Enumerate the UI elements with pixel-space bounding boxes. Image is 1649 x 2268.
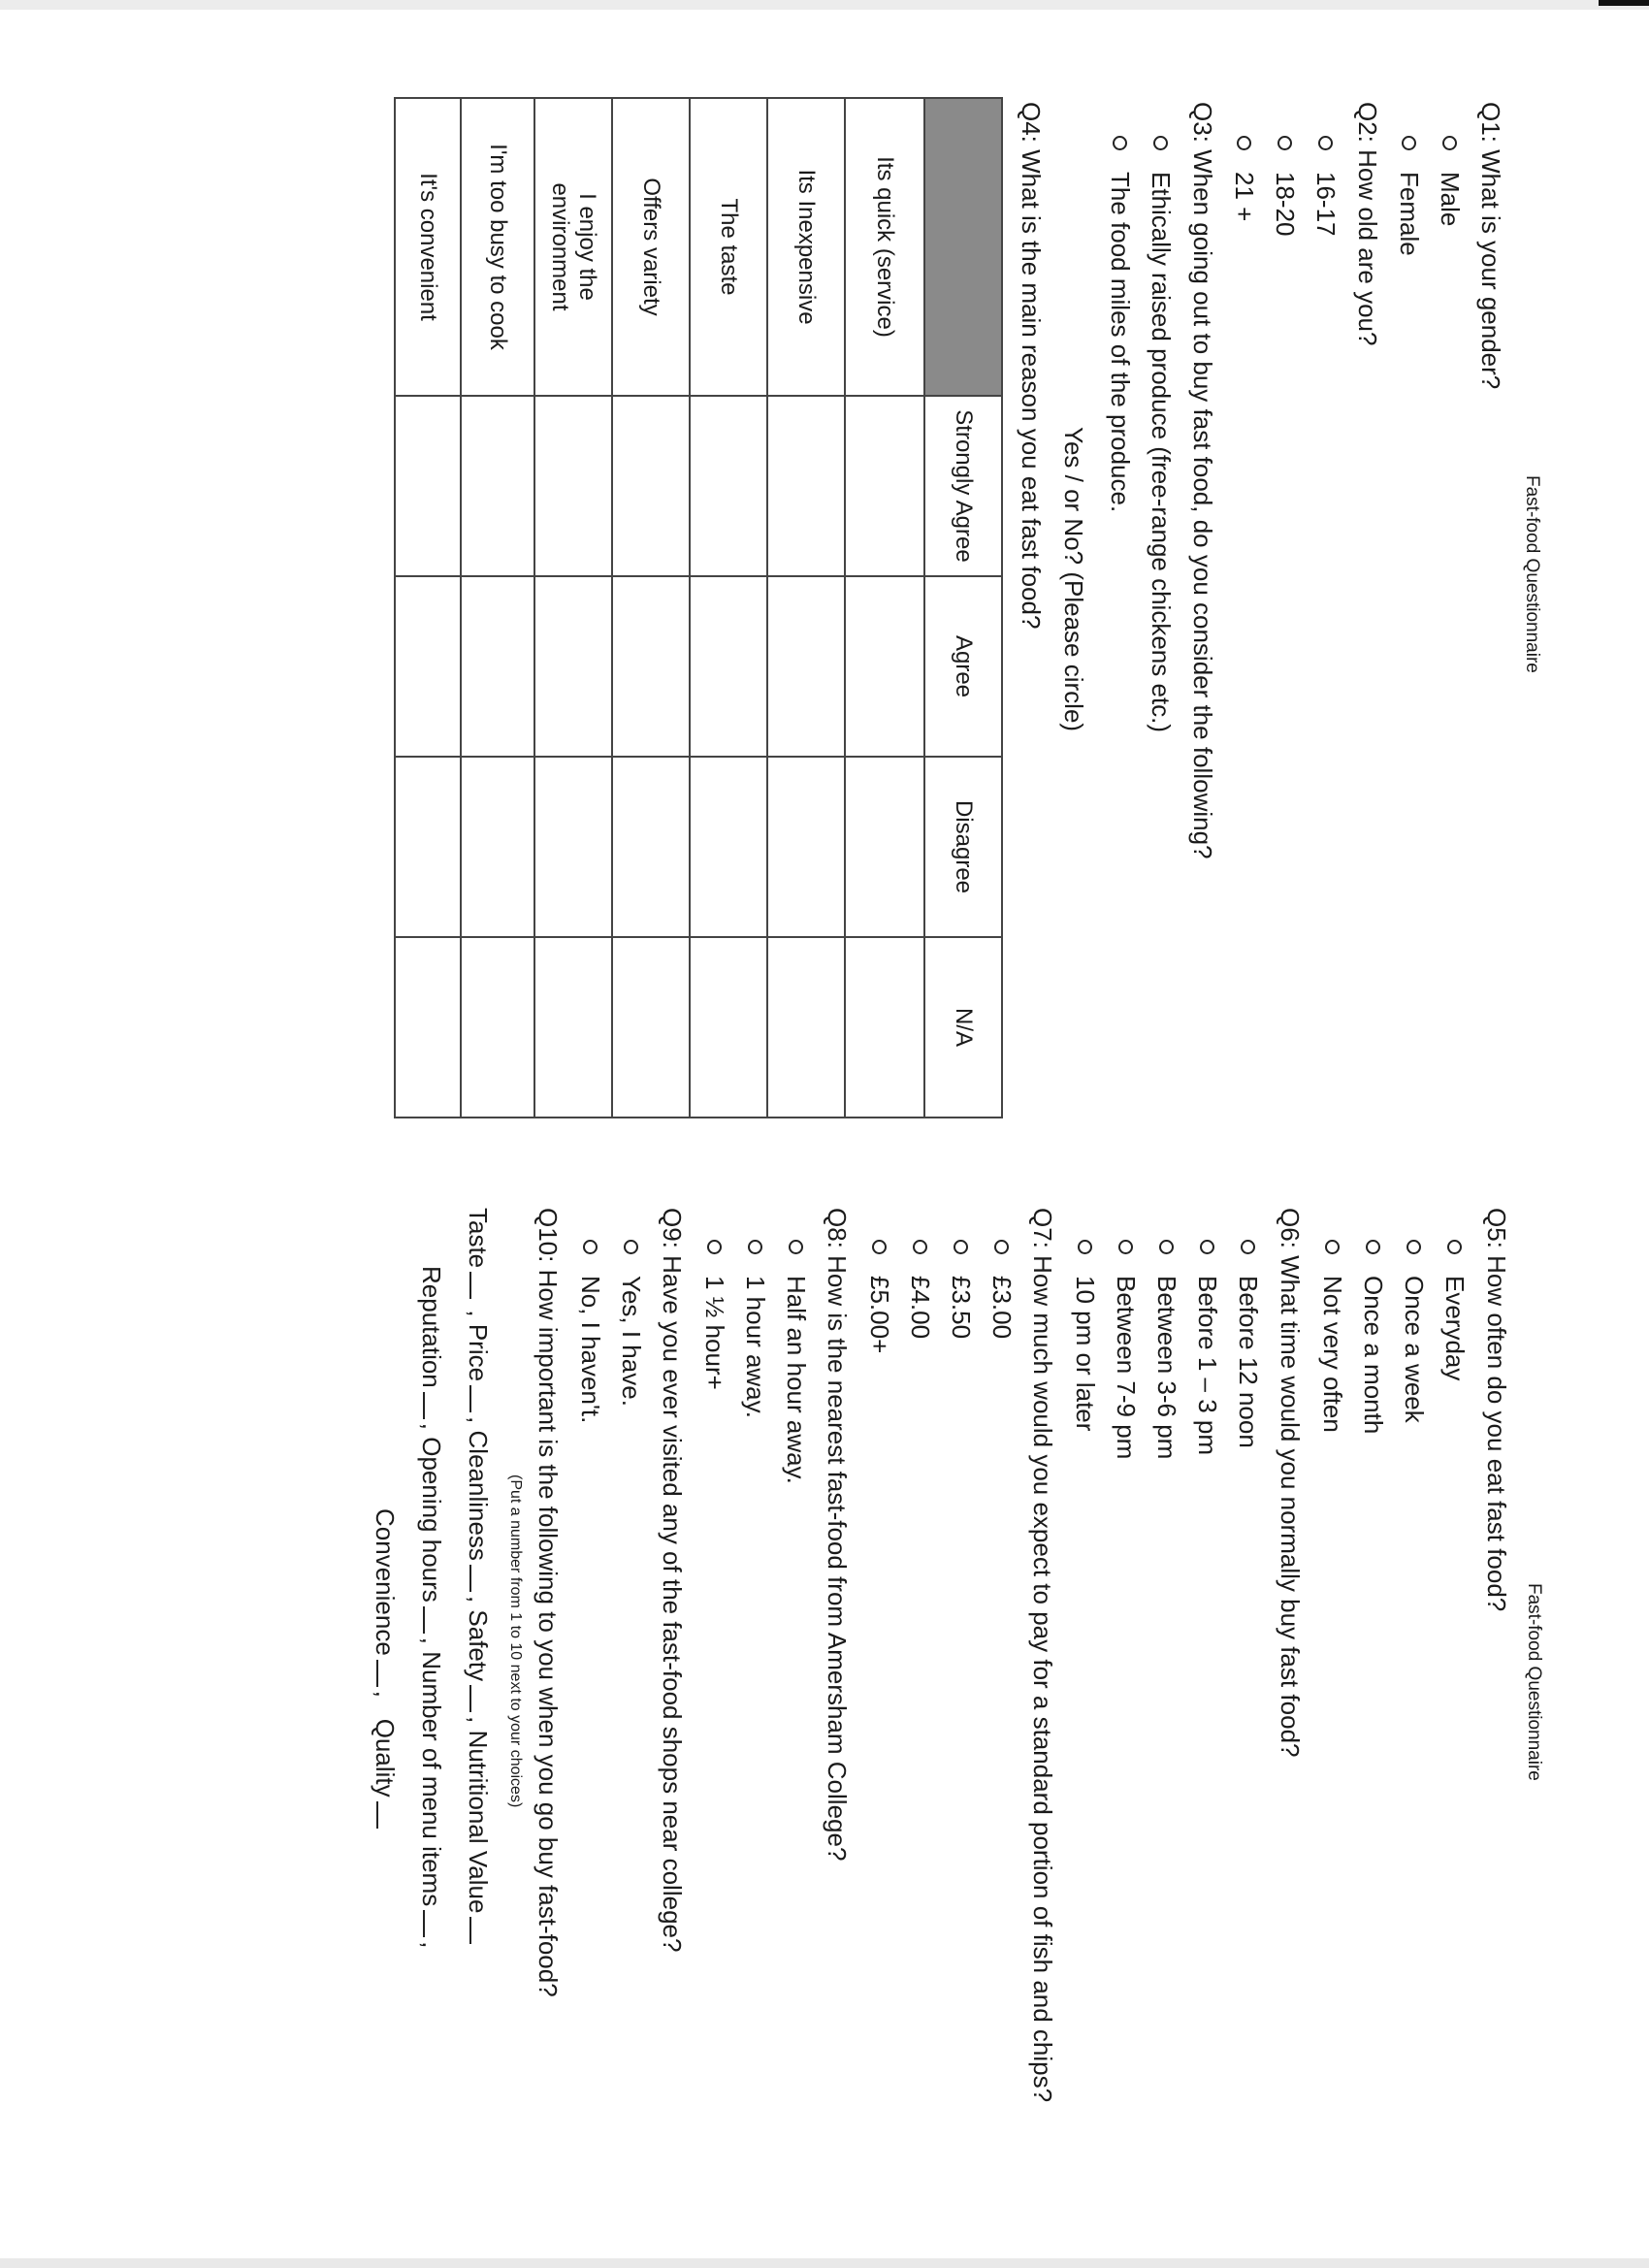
answer-cell[interactable] [767, 396, 845, 576]
radio-icon [1366, 1240, 1380, 1254]
row-label: Its Inexpensive [767, 98, 845, 396]
answer-cell[interactable] [461, 396, 534, 576]
radio-icon [1447, 1240, 1462, 1254]
right-page-header: Fast-food Questionnaire [1524, 1583, 1544, 1781]
q6-option-4[interactable]: 10 pm or later [1070, 1240, 1100, 1431]
radio-icon [1159, 1240, 1174, 1254]
q10-item-reputation: Reputation [417, 1266, 446, 1388]
q2-option-16-17[interactable]: 16-17 [1310, 136, 1341, 237]
table-row [845, 98, 924, 1118]
row-label: I'm too busy to cook [461, 98, 534, 396]
answer-cell[interactable] [845, 937, 924, 1118]
q2-option-21-plus[interactable]: 21 + [1229, 136, 1259, 221]
column-header: Strongly Agree [924, 396, 1002, 576]
radio-icon [1442, 136, 1457, 150]
radio-icon [872, 1240, 887, 1254]
radio-icon [1200, 1240, 1214, 1254]
radio-icon [748, 1240, 762, 1254]
q10-instruction: (Put a number from 1 to 10 next to your choices) [507, 1474, 524, 1808]
radio-icon [1153, 136, 1168, 150]
radio-icon [1241, 1240, 1255, 1254]
radio-icon [707, 1240, 722, 1254]
radio-icon [1113, 136, 1127, 150]
radio-icon [1325, 1240, 1340, 1254]
q9-option-yes[interactable]: Yes, I have. [616, 1240, 646, 1407]
answer-cell[interactable] [690, 937, 767, 1118]
q7-question: Q7: How much would you expect to pay for a standard portion of fish and chips? [1028, 1208, 1057, 2103]
q5-question: Q5: How often do you eat fast food? [1482, 1208, 1511, 1612]
answer-blank[interactable] [376, 1801, 378, 1829]
answer-cell[interactable] [690, 396, 767, 576]
q10-line-3: Convenience, Quality [370, 1508, 400, 1832]
answer-cell[interactable] [690, 757, 767, 937]
answer-cell[interactable] [534, 937, 612, 1118]
answer-blank[interactable] [423, 1606, 425, 1634]
answer-cell[interactable] [767, 757, 845, 937]
q7-option-2[interactable]: £4.00 [905, 1240, 935, 1339]
answer-cell[interactable] [767, 937, 845, 1118]
answer-blank[interactable] [423, 1910, 425, 1937]
radio-icon [789, 1240, 803, 1254]
q8-option-2[interactable]: 1 ½ hour+ [699, 1240, 729, 1390]
answer-cell[interactable] [395, 757, 461, 937]
answer-blank[interactable] [376, 1660, 378, 1687]
radio-icon [954, 1240, 968, 1254]
radio-icon [1078, 1240, 1092, 1254]
radio-icon [1318, 136, 1333, 150]
q10-line-1: Taste , Price, Cleanliness, Safety, Nutritional Value [463, 1208, 493, 1948]
radio-icon [994, 1240, 1009, 1254]
q10-line-2: Reputation, Opening hours, Number of menu items, [417, 1266, 446, 1949]
table-row [395, 98, 461, 1118]
row-label: It's convenient [395, 98, 461, 396]
q8-option-0[interactable]: Half an hour away. [781, 1240, 811, 1484]
q10-item-price: Price [464, 1323, 493, 1382]
q7-option-1[interactable]: £3.50 [946, 1240, 976, 1339]
q3-question: Q3: When going out to buy fast food, do you consider the following? [1188, 102, 1217, 859]
row-label: I enjoy the environment [534, 98, 612, 396]
q5-option-once-week[interactable]: Once a week [1399, 1240, 1429, 1423]
q10-item-cleanliness: Cleanliness [464, 1430, 493, 1561]
q9-option-no[interactable]: No, I haven't. [575, 1240, 605, 1423]
scan-edge-bottom [0, 2258, 1649, 2268]
answer-cell[interactable] [845, 757, 924, 937]
answer-cell[interactable] [461, 757, 534, 937]
q1-option-male[interactable]: Male [1435, 136, 1465, 226]
answer-blank[interactable] [469, 1385, 471, 1412]
column-header: N/A [924, 937, 1002, 1118]
answer-cell[interactable] [690, 576, 767, 757]
q4-reasons-table [394, 97, 1003, 1118]
answer-cell[interactable] [395, 576, 461, 757]
q10-item-safety: Safety [464, 1609, 493, 1682]
q9-question: Q9: Have you ever visited any of the fast-food shops near college? [658, 1208, 687, 1953]
q1-question: Q1: What is your gender? [1476, 102, 1505, 390]
radio-icon [913, 1240, 927, 1254]
q6-option-0[interactable]: Before 12 noon [1233, 1240, 1263, 1448]
column-header: Disagree [924, 757, 1002, 937]
answer-blank[interactable] [469, 1685, 471, 1712]
radio-icon [624, 1240, 638, 1254]
q10-item-opening-hours: Opening hours [417, 1437, 446, 1603]
answer-cell[interactable] [395, 396, 461, 576]
q10-item-menu-items: Number of menu items [417, 1651, 446, 1907]
q10-item-convenience: Convenience [371, 1508, 400, 1656]
answer-cell[interactable] [612, 576, 690, 757]
q10-item-quality: Quality [371, 1718, 400, 1798]
q2-question: Q2: How old are you? [1353, 102, 1382, 346]
answer-cell[interactable] [534, 757, 612, 937]
q3-option-ethical[interactable]: Ethically raised produce (free-range chickens etc.) [1146, 136, 1176, 732]
q2-option-18-20[interactable]: 18-20 [1270, 136, 1300, 237]
table-row [767, 98, 845, 1118]
q6-option-3[interactable]: Between 7-9 pm [1111, 1240, 1141, 1459]
answer-cell[interactable] [845, 396, 924, 576]
q8-question: Q8: How is the nearest fast-food from Amersham College? [823, 1208, 852, 1862]
answer-cell[interactable] [612, 757, 690, 937]
answer-cell[interactable] [534, 576, 612, 757]
q6-option-2[interactable]: Between 3-6 pm [1151, 1240, 1181, 1459]
answer-blank[interactable] [469, 1272, 471, 1299]
q4-question: Q4: What is the main reason you eat fast food? [1017, 102, 1046, 630]
row-label: Its quick (service) [845, 98, 924, 396]
answer-cell[interactable] [612, 937, 690, 1118]
q7-option-0[interactable]: £3.00 [986, 1240, 1017, 1339]
left-page-header: Fast-food Questionnaire [1522, 475, 1542, 673]
answer-cell[interactable] [767, 576, 845, 757]
row-label: Offers variety [612, 98, 690, 396]
table-corner-cell [924, 98, 1002, 396]
q3-option-food-miles[interactable]: The food miles of the produce. [1105, 136, 1135, 512]
radio-icon [583, 1240, 598, 1254]
answer-cell[interactable] [534, 396, 612, 576]
q7-option-3[interactable]: £5.00+ [864, 1240, 894, 1353]
radio-icon [1237, 136, 1251, 150]
q8-option-1[interactable]: 1 hour away. [740, 1240, 770, 1418]
answer-blank[interactable] [469, 1917, 471, 1944]
answer-cell[interactable] [461, 937, 534, 1118]
q5-option-everyday[interactable]: Everyday [1439, 1240, 1470, 1380]
table-row [461, 98, 534, 1118]
q10-item-nutritional-value: Nutritional Value [464, 1730, 493, 1914]
answer-blank[interactable] [423, 1392, 425, 1419]
table-header-row [924, 98, 1002, 1118]
answer-cell[interactable] [461, 576, 534, 757]
radio-icon [1277, 136, 1292, 150]
q5-option-once-month[interactable]: Once a month [1358, 1240, 1388, 1434]
q3-yes-no-prompt[interactable]: Yes / or No? (Please circle) [1059, 427, 1088, 732]
answer-cell[interactable] [612, 396, 690, 576]
q10-item-taste: Taste [464, 1208, 493, 1269]
radio-icon [1402, 136, 1416, 150]
radio-icon [1118, 1240, 1133, 1254]
q10-question: Q10: How important is the following to you when you go buy fast-food? [534, 1208, 563, 1997]
q6-option-1[interactable]: Before 1 – 3 pm [1192, 1240, 1222, 1455]
table-row [534, 98, 612, 1118]
q1-option-female[interactable]: Female [1394, 136, 1424, 256]
column-header: Agree [924, 576, 1002, 757]
q6-question: Q6: What time would you normally buy fast food? [1276, 1208, 1305, 1758]
table-row [612, 98, 690, 1118]
row-label: The taste [690, 98, 767, 396]
answer-cell[interactable] [845, 576, 924, 757]
radio-icon [1406, 1240, 1421, 1254]
answer-blank[interactable] [469, 1565, 471, 1592]
answer-cell[interactable] [395, 937, 461, 1118]
table-row [690, 98, 767, 1118]
q5-option-not-often[interactable]: Not very often [1317, 1240, 1347, 1433]
